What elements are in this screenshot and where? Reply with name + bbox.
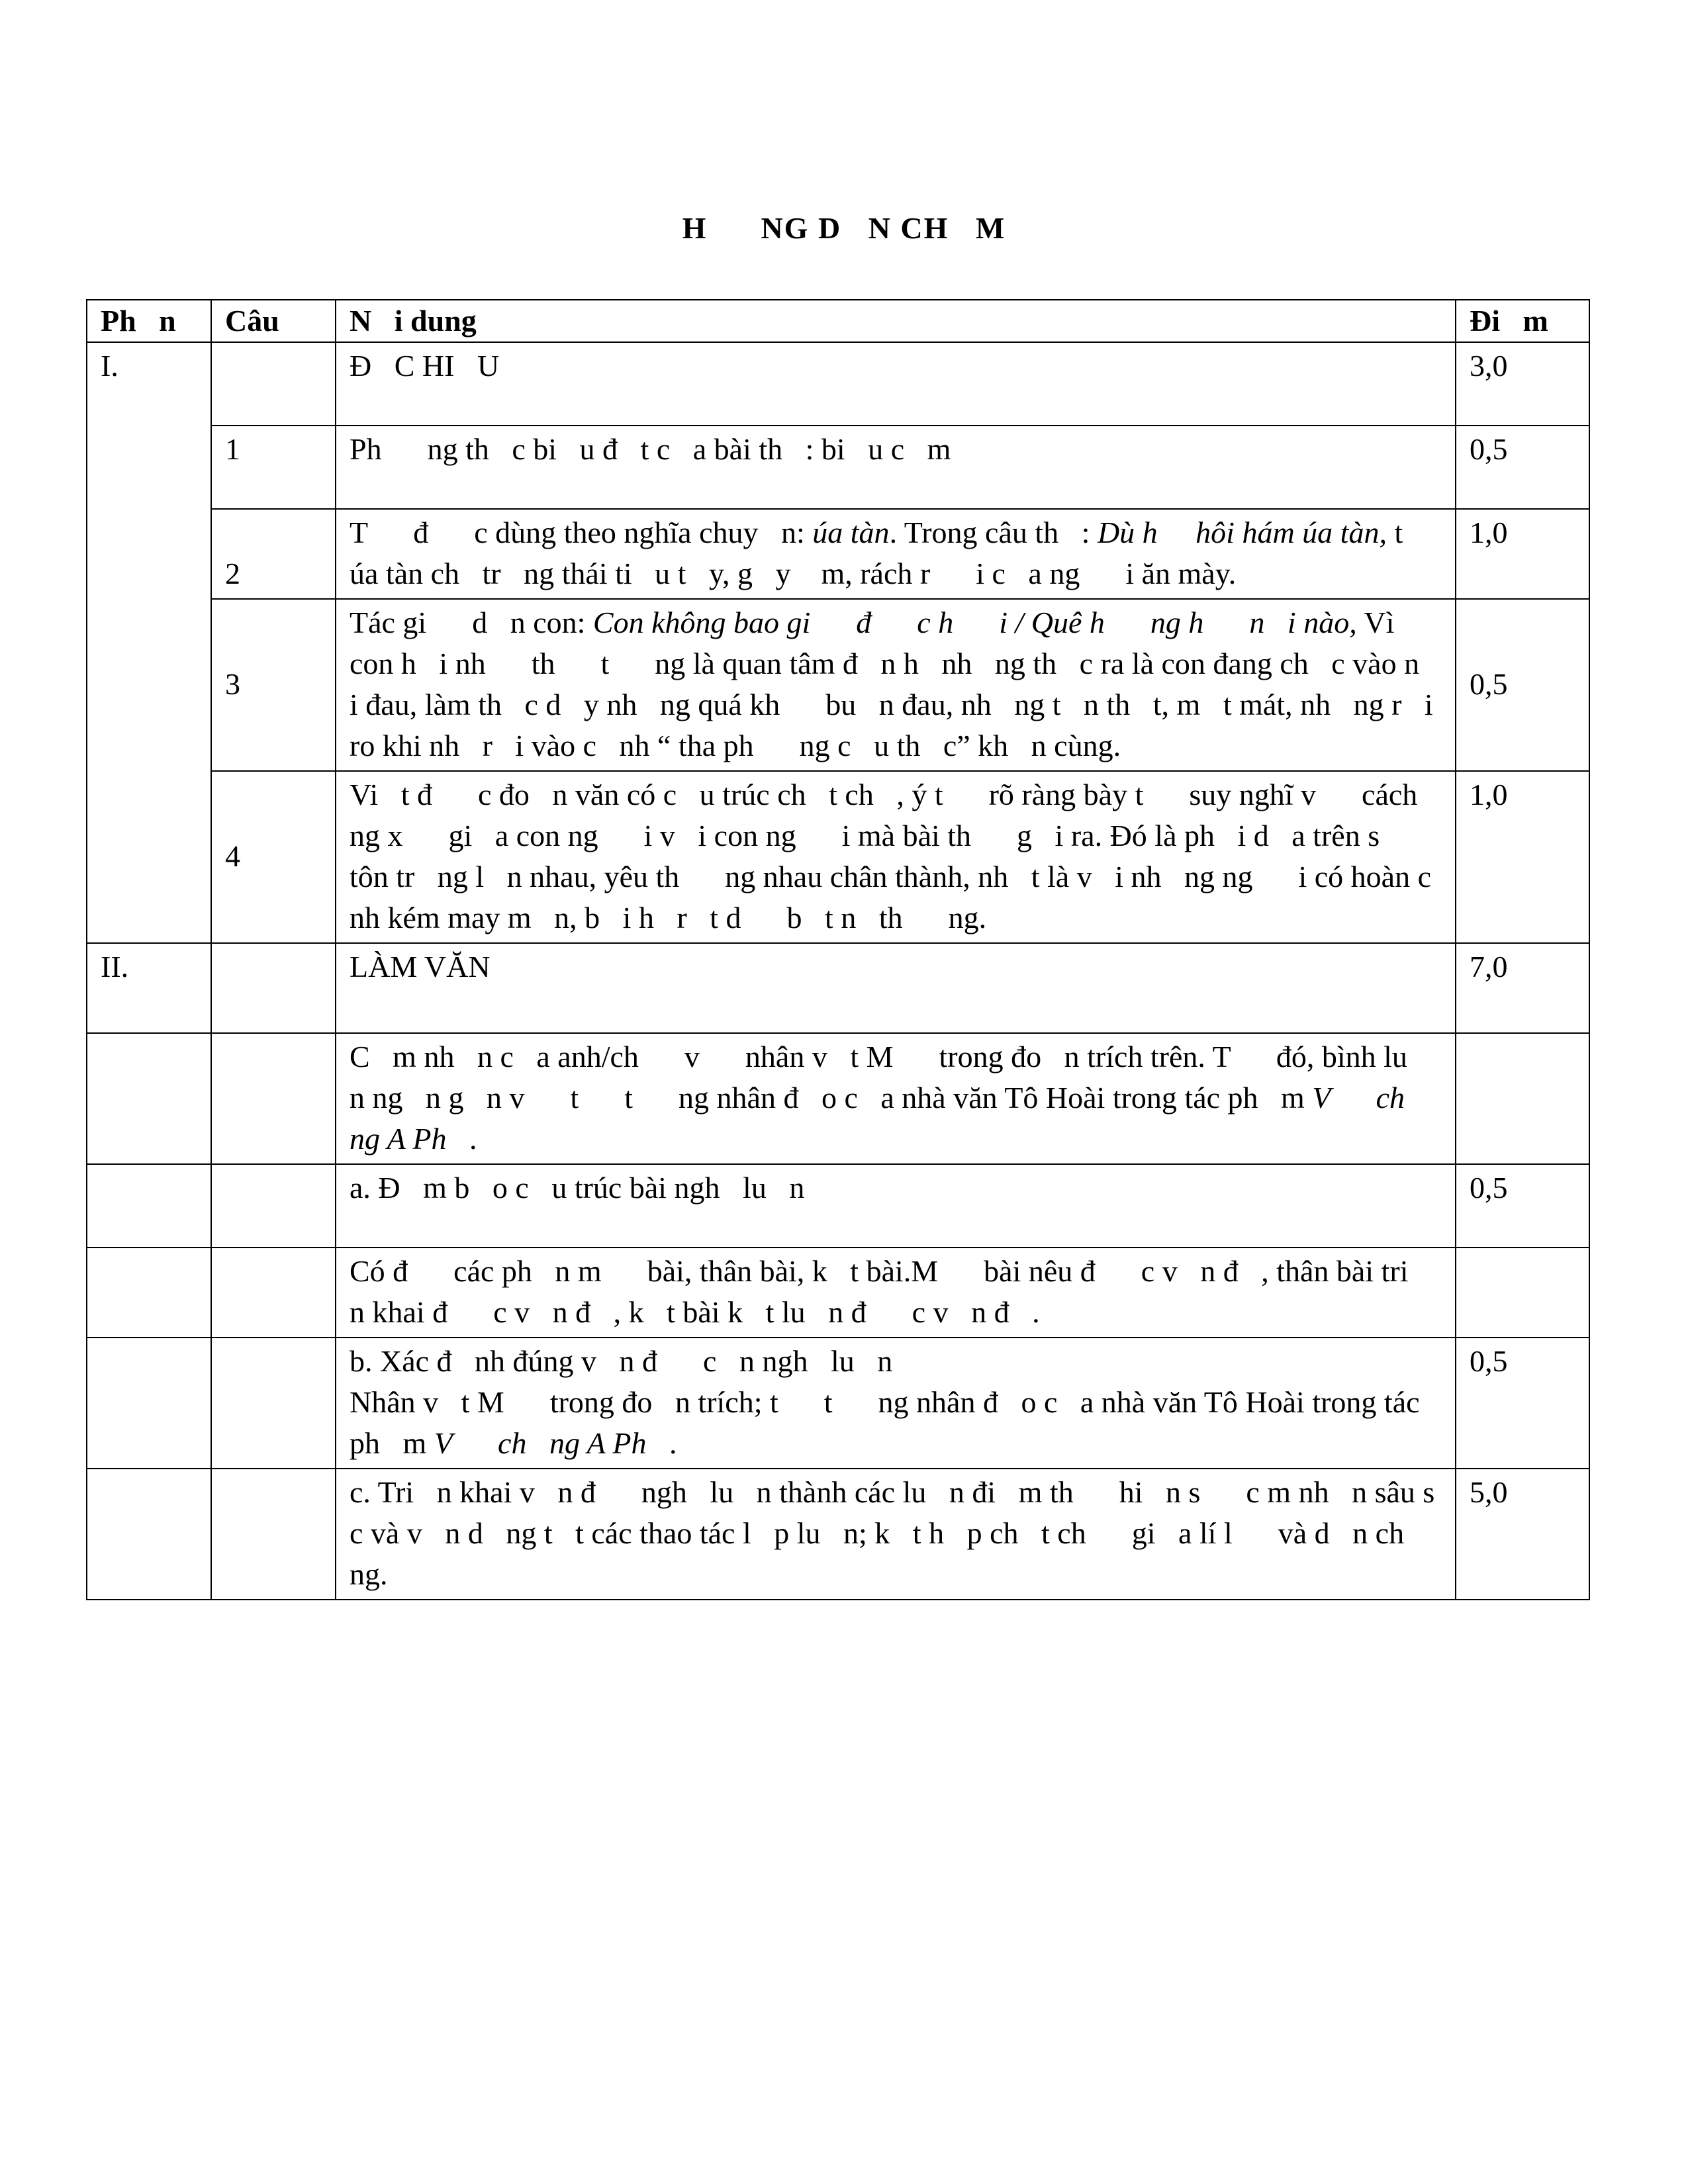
content-text: . — [669, 1426, 677, 1460]
score-cell: 0,5 — [1456, 1164, 1589, 1248]
content-italic: úa tàn — [812, 516, 890, 549]
score-cell: 0,5 — [1456, 1338, 1589, 1469]
header-noi-dung: N i dung — [336, 300, 1456, 342]
table-row — [87, 1338, 1589, 1469]
score-cell: 0,5 — [1456, 426, 1589, 509]
content-cell — [336, 509, 1456, 599]
content-italic: Con không bao gi đ c h i / Quê h ng h n i nào, — [592, 606, 1357, 639]
phan-cell — [87, 1248, 211, 1338]
phan-cell: II. — [87, 943, 211, 1033]
phan-cell — [87, 1164, 211, 1248]
table-row — [87, 509, 1589, 599]
content-text: C m nh n c a anh/ch v nhân v t M trong đo n trích trên. T đó, bình lu n ng n g n v t t ng nhân đ o c a nhà văn Tô Hoài trong tác ph m — [350, 1040, 1430, 1115]
table-row — [87, 943, 1589, 1033]
content-italic: V ch ng A Ph — [350, 1081, 1428, 1156]
cau-cell: 3 — [211, 599, 336, 771]
cau-cell — [211, 943, 336, 1033]
phan-cell — [87, 1033, 211, 1164]
table-row — [87, 1164, 1589, 1248]
content-text: b. Xác đ nh đúng v n đ c n ngh lu n Nhân v t M trong đo n trích; t t ng nhân đ o c a nhà văn Tô Hoài trong tác ph m — [350, 1344, 1420, 1460]
score-cell — [1456, 1248, 1589, 1338]
content-italic: Dù h hôi hám úa tàn, — [1097, 516, 1387, 549]
content-cell: Có đ các ph n m bài, thân bài, k t bài.M bài nêu đ c v n đ , thân bài tri n khai đ c v n đ , k t bài k t lu n đ c v n đ . — [336, 1248, 1456, 1338]
score-cell — [1456, 1033, 1589, 1164]
table-row — [87, 426, 1589, 509]
cau-cell: 2 — [211, 509, 336, 599]
content-cell: c. Tri n khai v n đ ngh lu n thành các lu n đi m th hi n s c m nh n sâu s c và v n d ng t t các thao tác l p lu n; k t h p ch t ch gi a lí l và d n ch ng. — [336, 1469, 1456, 1600]
table-header-row — [87, 300, 1589, 342]
cau-cell — [211, 1338, 336, 1469]
content-cell — [336, 599, 1456, 771]
content-cell: a. Đ m b o c u trúc bài ngh lu n — [336, 1164, 1456, 1248]
content-text: Vì con h i nh th t ng là quan tâm đ n h nh ng th c ra là con đang ch c vào n i đau, làm th c d y nh ng quá kh bu n đau, nh ng t n th t, m t mát, nh ng r i ro khi nh r i vào c nh “ tha ph ng c u th c” kh n cùng. — [350, 606, 1442, 762]
content-text: T đ c dùng theo nghĩa chuy n: — [350, 516, 813, 549]
content-cell: Đ C HI U — [336, 342, 1456, 426]
phan-cell: I. — [87, 342, 211, 943]
phan-cell — [87, 1338, 211, 1469]
score-cell: 7,0 — [1456, 943, 1589, 1033]
score-cell: 1,0 — [1456, 771, 1589, 943]
grading-table — [86, 299, 1590, 1600]
header-cau: Câu — [211, 300, 336, 342]
document-title: H NG D N CH M — [682, 211, 1006, 245]
cau-cell — [211, 1469, 336, 1600]
table-row — [87, 771, 1589, 943]
table-row — [87, 1469, 1589, 1600]
content-text: Tác gi d n con: — [350, 606, 593, 639]
table-row — [87, 1033, 1589, 1164]
content-cell — [336, 1033, 1456, 1164]
score-cell: 5,0 — [1456, 1469, 1589, 1600]
content-cell: Ph ng th c bi u đ t c a bài th : bi u c m — [336, 426, 1456, 509]
phan-cell — [87, 1469, 211, 1600]
content-text: . Trong câu th : — [889, 516, 1098, 549]
cau-cell — [211, 1164, 336, 1248]
score-cell: 1,0 — [1456, 509, 1589, 599]
content-cell — [336, 1338, 1456, 1469]
table-row — [87, 1248, 1589, 1338]
cau-cell — [211, 1248, 336, 1338]
score-cell: 3,0 — [1456, 342, 1589, 426]
header-diem: Đi m — [1456, 300, 1589, 342]
score-cell: 0,5 — [1456, 599, 1589, 771]
header-phan: Ph n — [87, 300, 211, 342]
content-text: . — [469, 1122, 477, 1156]
table-row — [87, 342, 1589, 426]
content-cell: Vi t đ c đo n văn có c u trúc ch t ch , ý t rõ ràng bày t suy nghĩ v cách ng x gi a con ng i v i con ng i mà bài th g i ra. Đó là ph i d a trên s tôn tr ng l n nhau, yêu th ng nhau chân thành, nh t là v i nh ng ng i có hoàn c nh kém may m n, b i h r t d b t n th ng. — [336, 771, 1456, 943]
cau-cell — [211, 342, 336, 426]
cau-cell: 4 — [211, 771, 336, 943]
content-italic: V ch ng A Ph — [434, 1426, 670, 1460]
cau-cell: 1 — [211, 426, 336, 509]
content-cell: LÀM VĂN — [336, 943, 1456, 1033]
cau-cell — [211, 1033, 336, 1164]
table-row — [87, 599, 1589, 771]
content-text: t úa tàn ch tr ng thái ti u t y, g y m, rách r i c a ng i ăn mày. — [350, 516, 1449, 590]
